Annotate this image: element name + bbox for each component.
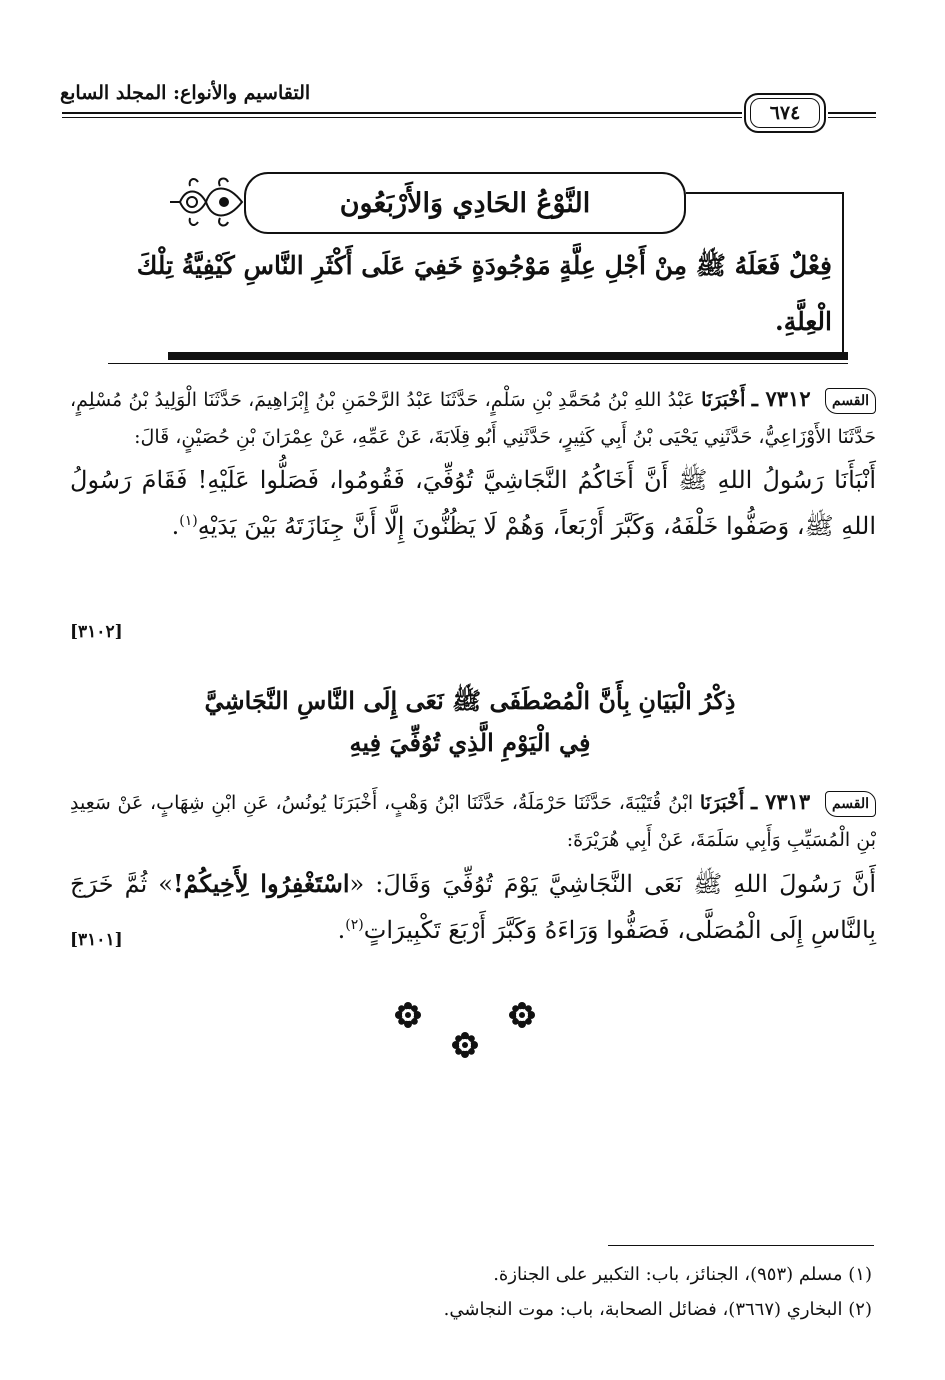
footnote bbox=[200, 1262, 872, 1288]
footnote-text: مسلم (٩٥٣)، الجنائز، باب: التكبير على الجنازة. bbox=[493, 1264, 843, 1285]
floral-star-icon bbox=[0, 1000, 945, 1066]
header-rule bbox=[62, 112, 742, 114]
matn-text: أَنَّ رَسُولَ اللهِ ﷺ نَعَى النَّجَاشِيَّ يَوْمَ تُوُفِّيَ وَقَالَ: « bbox=[349, 870, 877, 898]
hadith-7312 bbox=[70, 380, 876, 547]
section-heading bbox=[120, 680, 820, 764]
header-rule bbox=[62, 117, 742, 118]
footnote bbox=[200, 1297, 872, 1323]
matn-quote: اسْتَغْفِرُوا لِأَخِيكُمْ! bbox=[173, 869, 350, 898]
footnote-marker: (١) bbox=[179, 513, 198, 529]
floral-ornament-icon bbox=[168, 174, 244, 230]
hadith-7313 bbox=[70, 783, 876, 951]
section-heading-line: فِي الْيَوْمِ الَّذِي تُوُفِّيَ فِيهِ bbox=[349, 728, 591, 757]
section-badge: القسم bbox=[825, 791, 876, 817]
hadith-isnad bbox=[70, 783, 876, 859]
isnad-text: ابْنُ قُتَيْبَةَ، حَدَّثَنَا حَرْمَلَةُ، حَدَّثَنَا ابْنُ وَهْبٍ، أَخْبَرَنَا يُونُسُ، عَنِ ابْنِ شِهَابٍ، عَنْ سَعِيدِ بْنِ الْمُسَيِّبِ وَأَبِي سَلَمَةَ، عَنْ أَبِي هُرَيْرَةَ: bbox=[70, 792, 876, 851]
header-rule bbox=[828, 112, 876, 114]
chapter-description: فِعْلٌ فَعَلَهُ ﷺ مِنْ أَجْلِ عِلَّةٍ مَوْجُودَةٍ خَفِيَ عَلَى أَكْثَرِ النَّاسِ كَيْفِيَّةُ تِلْكَ الْعِلَّةِ. bbox=[136, 251, 832, 336]
chapter-divider-thin bbox=[108, 363, 848, 364]
chapter-frame bbox=[686, 192, 844, 194]
page-number: ٦٧٤ bbox=[769, 102, 801, 124]
chapter-title-box bbox=[244, 172, 686, 234]
hadith-isnad bbox=[70, 380, 876, 456]
akhbarana-word: أَخْبَرَنَا bbox=[699, 792, 745, 814]
running-header-title: التقاسيم والأنواع: المجلد السابع bbox=[60, 82, 311, 104]
matn-text: » ثُمَّ خَرَجَ بِالنَّاسِ إِلَى الْمُصَلَّى، فَصَفُّوا وَرَاءَهُ وَكَبَّرَ أَرْبَعَ تَكْبِيرَاتٍ bbox=[70, 870, 876, 944]
footnote-mark: (١) bbox=[848, 1264, 872, 1285]
page-number-frame bbox=[744, 93, 826, 133]
isnad-text: عَبْدُ اللهِ بْنُ مُحَمَّدِ بْنِ سَلْمٍ، حَدَّثَنَا عَبْدُ الرَّحْمَنِ بْنُ إِبْرَاهِيمَ، حَدَّثَنَا الْوَلِيدُ بْنُ مُسْلِمٍ، حَدَّثَنَا الأَوْزَاعِيُّ، حَدَّثَنِي يَحْيَى بْنُ أَبِي كَثِيرٍ، حَدَّثَنِي أَبُو قِلَابَةَ، عَنْ عَمِّهِ، عَنْ عِمْرَانَ بْنِ حُصَيْنٍ، قَالَ: bbox=[70, 389, 876, 448]
hadith-reference: [٣١٠٢] bbox=[70, 622, 123, 642]
footnote-mark: (٢) bbox=[848, 1299, 872, 1320]
chapter-divider-thick bbox=[168, 352, 848, 360]
section-heading-line: ذِكْرُ الْبَيَانِ بِأَنَّ الْمُصْطَفَى ﷺ نَعَى إِلَى النَّاسِ النَّجَاشِيَّ bbox=[204, 686, 736, 715]
akhbarana-word: أَخْبَرَنَا bbox=[701, 389, 746, 411]
hadith-reference: [٣١٠١] bbox=[70, 930, 123, 950]
chapter-title: النَّوْعُ الحَادِي وَالأَرْبَعُون bbox=[339, 187, 591, 219]
section-badge: القسم bbox=[825, 388, 876, 414]
footnote-marker: (٢) bbox=[345, 917, 364, 933]
hadith-matn: أَنْبَأَنَا رَسُولُ اللهِ ﷺ أَنَّ أَخَاكُمُ النَّجَاشِيَّ تُوُفِّيَ، فَقُومُوا، فَصَلُّوا عَلَيْهِ! فَقَامَ رَسُولُ اللهِ ﷺ، وَصَفُّوا خَلْفَهُ، وَكَبَّرَ أَرْبَعاً، وَهُمْ لَا يَظُنُّونَ إِلَّا أَنَّ جِنَازَتَهُ بَيْنَ يَدَيْهِ$^{(١)}$. bbox=[70, 466, 876, 540]
matn-text: أَنْبَأَنَا رَسُولُ اللهِ ﷺ أَنَّ أَخَاكُمُ النَّجَاشِيَّ تُوُفِّيَ، فَقُومُوا، فَصَلُّوا عَلَيْهِ! فَقَامَ رَسُولُ اللهِ ﷺ، وَصَفُّوا خَلْفَهُ، وَكَبَّرَ أَرْبَعاً، وَهُمْ لَا يَظُنُّونَ إِلَّا أَنَّ جِنَازَتَهُ بَيْنَ يَدَيْهِ bbox=[70, 466, 876, 540]
hadith-matn: أَنَّ رَسُولَ اللهِ ﷺ نَعَى النَّجَاشِيَّ يَوْمَ تُوُفِّيَ وَقَالَ: «اسْتَغْفِرُوا لِأَخِيكُمْ!» ثُمَّ خَرَجَ بِالنَّاسِ إِلَى الْمُصَلَّى، فَصَفُّوا وَرَاءَهُ وَكَبَّرَ أَرْبَعَ تَكْبِيرَاتٍ$^{(٢)}$. bbox=[70, 869, 877, 944]
chapter-frame bbox=[842, 192, 844, 354]
footnote-text: البخاري (٣٦٦٧)، فضائل الصحابة، باب: موت النجاشي. bbox=[443, 1299, 843, 1320]
hadith-number: ٧٣١٢ ـ bbox=[751, 386, 811, 411]
footnote-rule bbox=[608, 1245, 874, 1246]
hadith-number: ٧٣١٣ ـ bbox=[750, 789, 811, 814]
header-rule bbox=[828, 117, 876, 118]
